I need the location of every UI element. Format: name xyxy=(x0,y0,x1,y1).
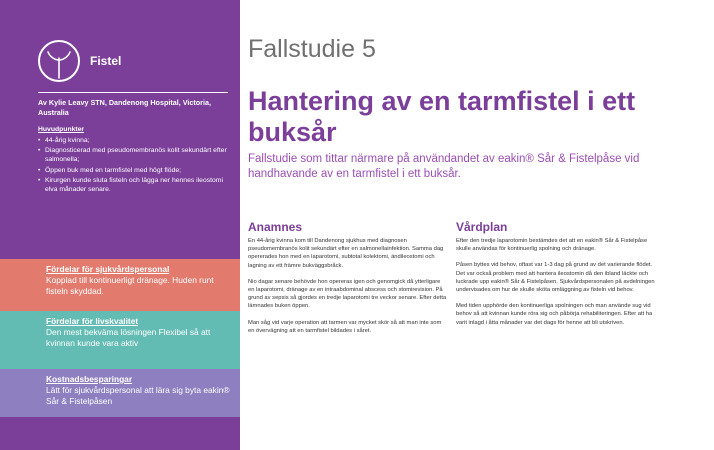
page-title: Hantering av en tarmfistel i ett buksår xyxy=(248,86,636,147)
logo xyxy=(38,40,121,82)
anamnes-paragraph: En 44-årig kvinna kom till Dandenong sjukhus med diagnosen pseudomembranös kolit sekundärt efter en salmonellainfektion. Samma dag opererades hon med en laparotomi, subtotal kolektomi, ändileostomi och lagning av ett främre bukväggsbråck. xyxy=(248,238,444,269)
highlight-item: • Öppen buk med en tarmfistel med högt flöde; xyxy=(38,166,228,175)
anamnes-paragraph: Man såg vid varje operation att tarmen var mycket skör så att man inte som en övervägning att en tarmfistel bildades i såret. xyxy=(248,319,442,334)
benefit-title: Kostnadsbesparingar xyxy=(46,374,133,384)
vardplan-paragraph: Påsen byttes vid behov, oftast var 1-3 dag på grund av det varierande flödet. Det var också problem med att hantera ileostomin då den ibland läckte och luckrade upp eakin® Sår & Fistelpåsen. Sjukvårdspersonalen på avdelningen undervisades om hur de skulle sköta omläggning av fisteln vid behov. xyxy=(456,262,655,294)
vardplan-heading: Vårdplan xyxy=(456,220,508,234)
anamnes-section xyxy=(248,220,448,343)
benefit-text: Kopplad till kontinuerligt dränage. Huden runt fisteln skyddad. xyxy=(46,275,214,296)
author-line: Av Kylie Leavy STN, Dandenong Hospital, Victoria, Australia xyxy=(38,98,211,117)
case-study-number: Fallstudie 5 xyxy=(248,35,376,63)
benefit-text: Den mest bekväma lösningen Flexibel så att kvinnan kunde vara aktiv xyxy=(46,327,211,348)
benefit-quality-of-life xyxy=(0,311,240,369)
benefit-title: Fördelar för livskvalitet xyxy=(46,316,139,326)
page-subtitle: Fallstudie som tittar närmare på användandet av eakin® Sår & Fistelpåse vid handhavande av en tarmfistel i ett buksår. xyxy=(248,153,640,180)
sidebar-divider xyxy=(38,92,228,93)
highlight-item: • Diagnosticerad med pseudomembranös kolit sekundärt efter salmonella; xyxy=(38,146,228,164)
logo-text: Fistel xyxy=(90,54,122,68)
benefit-text: Lätt för sjukvårdspersonal att lära sig byta eakin® Sår & Fistelpåsen xyxy=(46,385,230,406)
benefit-staff xyxy=(0,259,240,311)
sidebar xyxy=(0,0,240,450)
vardplan-section xyxy=(456,220,656,335)
benefit-title: Fördelar för sjukvårdspersonal xyxy=(46,264,170,274)
benefit-cost-savings xyxy=(0,369,240,417)
anamnes-heading: Anamnes xyxy=(248,220,303,234)
vardplan-paragraph: Efter den tredje laparotomin bestämdes det att en eakin® Sår & Fistelpåse skulle användas för kontinuerlig spolning och dränage. xyxy=(456,238,648,253)
main-content xyxy=(248,0,714,450)
highlights-title: Huvudpunkter xyxy=(38,126,85,133)
highlight-item: • Kirurgen kunde sluta fisteln och lägga ner hennes ileostomi elva månader senare. xyxy=(38,176,228,194)
anamnes-paragraph: Nio dagar senare behövde hon opereras igen och genomgick då ytterligare en laparotomi, dränage av en intraabdominal abscess och stomirevision. På grund av sepsis så gjordes en tredje laparotomi tre veckor senare. Efter detta lämnades buken öppen. xyxy=(248,278,447,310)
vardplan-paragraph: Med tiden upphörde den kontinuerliga spolningen och man använde sug vid behov så att kvinnan kunde röra sig och påbörja rehabiliteringen. Efter att ha varit inlagd i åtta månader var det dags för henne att bli utskriven. xyxy=(456,303,653,326)
highlights-list xyxy=(38,136,228,195)
highlight-item: • 44-årig kvinna; xyxy=(38,136,228,145)
fistel-logo-icon xyxy=(38,40,80,82)
